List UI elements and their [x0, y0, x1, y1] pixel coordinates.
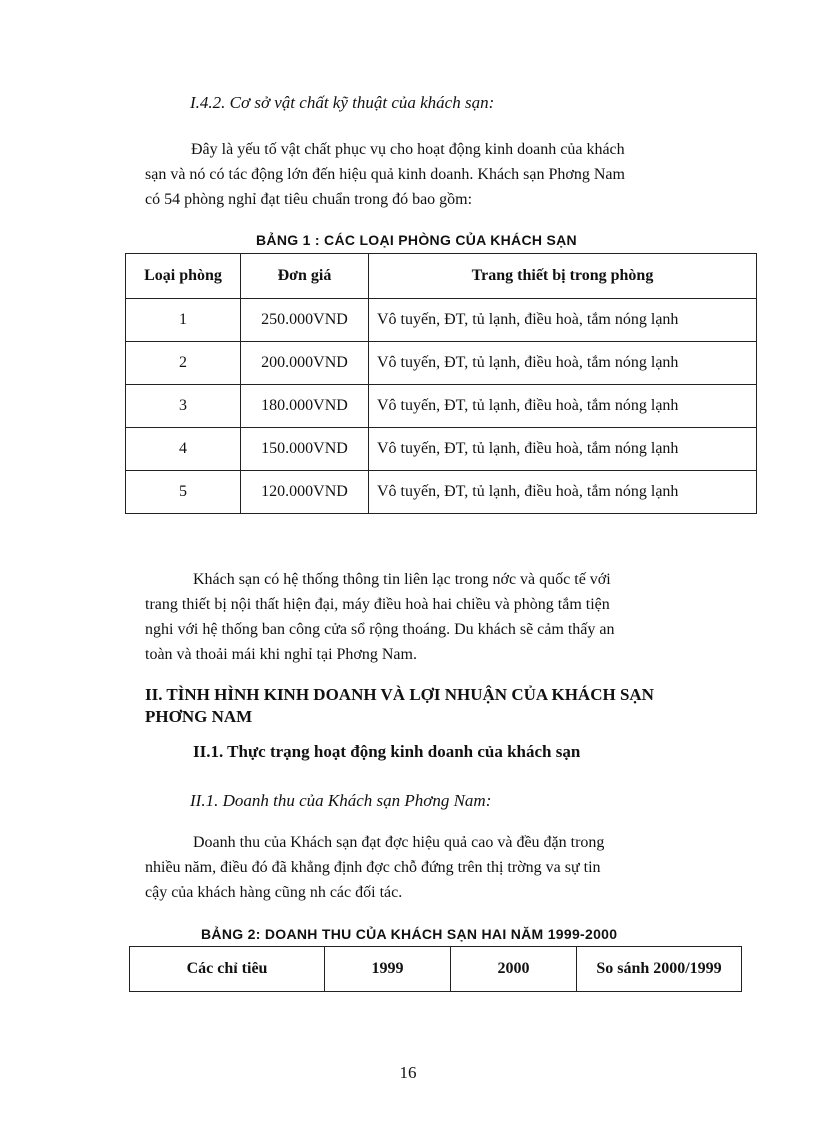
header-comparison: So sánh 2000/1999 [577, 947, 742, 992]
table-row [126, 428, 757, 471]
paragraph-line: trang thiết bị nội thất hiện đại, máy điều hoà hai chiều và phòng tắm tiện [145, 596, 610, 613]
table-row [126, 385, 757, 428]
table2-caption: BẢNG 2: DOANH THU CỦA KHÁCH SẠN HAI NĂM 1999-2000 [201, 926, 618, 942]
table-row [126, 299, 757, 342]
communications-paragraph [145, 567, 727, 667]
header-1999: 1999 [325, 947, 451, 992]
paragraph-line: Đây là yếu tố vật chất phục vụ cho hoạt động kinh doanh của khách [191, 141, 625, 158]
room-types-table [125, 253, 757, 514]
section-heading-i42: I.4.2. Cơ sở vật chất kỹ thuật của khách sạn: [190, 93, 495, 112]
cell-equipment: Vô tuyến, ĐT, tủ lạnh, điều hoà, tắm nóng lạnh [369, 471, 757, 514]
heading-line: PHƠNG NAM [145, 707, 253, 726]
table-row [126, 342, 757, 385]
cell-room-type: 5 [126, 471, 241, 514]
cell-equipment: Vô tuyến, ĐT, tủ lạnh, điều hoà, tắm nóng lạnh [369, 428, 757, 471]
cell-equipment: Vô tuyến, ĐT, tủ lạnh, điều hoà, tắm nóng lạnh [369, 385, 757, 428]
paragraph-line: có 54 phòng nghỉ đạt tiêu chuẩn trong đó bao gồm: [145, 191, 473, 208]
heading-line: II. TÌNH HÌNH KINH DOANH VÀ LỢI NHUẬN CỦA KHÁCH SẠN [145, 685, 654, 704]
cell-equipment: Vô tuyến, ĐT, tủ lạnh, điều hoà, tắm nóng lạnh [369, 342, 757, 385]
paragraph-line: sạn và nó có tác động lớn đến hiệu quả kinh doanh. Khách sạn Phơng Nam [145, 166, 625, 183]
table-header-row [130, 947, 742, 992]
intro-paragraph [145, 137, 727, 212]
cell-equipment: Vô tuyến, ĐT, tủ lạnh, điều hoà, tắm nóng lạnh [369, 299, 757, 342]
cell-price: 180.000VND [241, 385, 369, 428]
paragraph-line: Khách sạn có hệ thống thông tin liên lạc trong nớc và quốc tế với [193, 571, 611, 588]
cell-price: 150.000VND [241, 428, 369, 471]
header-equipment: Trang thiết bị trong phòng [369, 254, 757, 299]
cell-price: 120.000VND [241, 471, 369, 514]
paragraph-line: nghi với hệ thống ban công cửa sổ rộng thoáng. Du khách sẽ cảm thấy an [145, 621, 615, 638]
paragraph-line: toàn và thoải mái khi nghỉ tại Phơng Nam. [145, 646, 417, 663]
cell-room-type: 2 [126, 342, 241, 385]
paragraph-line: Doanh thu của Khách sạn đạt đợc hiệu quả cao và đều đặn trong [193, 834, 605, 851]
revenue-paragraph [145, 830, 727, 905]
cell-room-type: 1 [126, 299, 241, 342]
cell-room-type: 4 [126, 428, 241, 471]
header-2000: 2000 [451, 947, 577, 992]
table-row [126, 471, 757, 514]
revenue-table [129, 946, 742, 992]
revenue-heading: II.1. Doanh thu của Khách sạn Phơng Nam: [190, 791, 492, 810]
header-unit-price: Đơn giá [241, 254, 369, 299]
paragraph-line: nhiều năm, điều đó đã khẳng định đợc chỗ đứng trên thị trờng va sự tin [145, 859, 601, 876]
section-ii1-heading: II.1. Thực trạng hoạt động kinh doanh của khách sạn [193, 742, 581, 761]
table-header-row [126, 254, 757, 299]
section-ii-heading [145, 684, 654, 728]
paragraph-line: cậy của khách hàng cũng nh các đối tác. [145, 884, 403, 901]
header-indicators: Các chỉ tiêu [130, 947, 325, 992]
cell-price: 250.000VND [241, 299, 369, 342]
cell-room-type: 3 [126, 385, 241, 428]
page-number: 16 [399, 1063, 417, 1082]
table1-caption: BẢNG 1 : CÁC LOẠI PHÒNG CỦA KHÁCH SẠN [256, 232, 577, 248]
cell-price: 200.000VND [241, 342, 369, 385]
header-room-type: Loại phòng [126, 254, 241, 299]
